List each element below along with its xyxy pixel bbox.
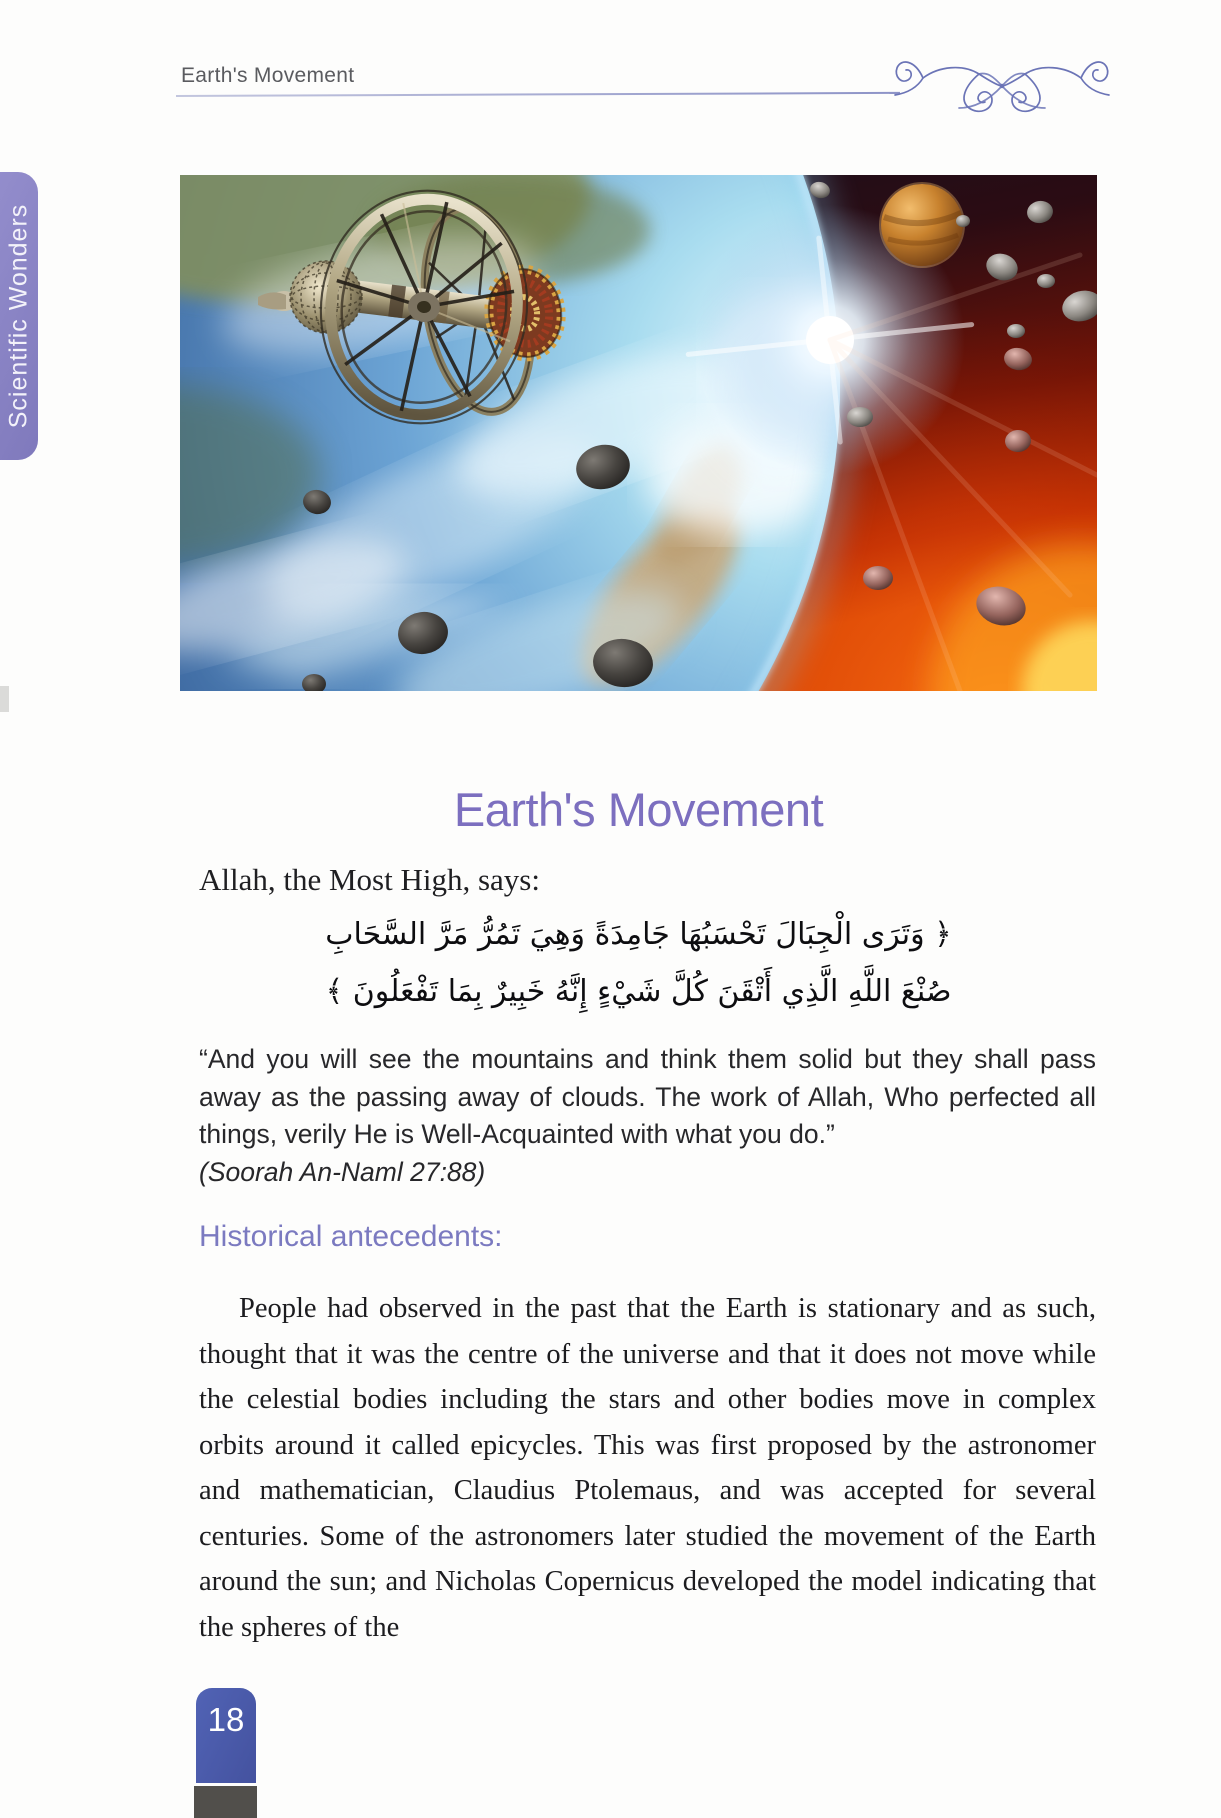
verse-translation-block xyxy=(199,1041,1096,1191)
body-paragraph: People had observed in the past that the Earth is stationary and as such, thought that it was the centre of the universe and that it does not move while the celestial bodies including the stars and other bodies move in complex orbits around it called epicycles. This was first proposed by the astronomer and mathematician, Claudius Ptolemaus, and was accepted for several centuries. Some of the astronomers later studied the movement of the Earth around the sun; and Nicholas Copernicus developed the model indicating that the spheres of the xyxy=(199,1293,1096,1643)
running-header-title: Earth's Movement xyxy=(181,64,355,87)
space-illustration xyxy=(180,175,1097,691)
verse-citation: (Soorah An-Naml 27:88) xyxy=(199,1156,486,1187)
sidebar-tab-scientific-wonders[interactable] xyxy=(0,172,38,460)
arabic-line-2: صُنْعَ اللَّهِ الَّذِي أَتْقَنَ كُلَّ شَيْءٍ إِنَّهُ خَبِيرٌ بِمَا تَفْعَلُونَ ﴾ xyxy=(325,974,952,1009)
page-number: 18 xyxy=(207,1701,245,1738)
flourish-ornament-icon xyxy=(893,48,1111,128)
page-title: Earth's Movement xyxy=(453,783,824,836)
section-heading: Historical antecedents: xyxy=(199,1220,503,1253)
arabic-line-1: ﴿ وَتَرَى الْجِبَالَ تَحْسَبُهَا جَامِدَةً وَهِيَ تَمُرُّ مَرَّ السَّحَابِ xyxy=(325,917,952,952)
quran-verse-arabic xyxy=(180,906,1097,1020)
sidebar-tab-label: Scientific Wonders xyxy=(4,203,33,429)
footer-bar xyxy=(194,1786,257,1818)
header-rule xyxy=(176,92,900,97)
intro-line: Allah, the Most High, says: xyxy=(199,862,540,897)
page-number-tab xyxy=(196,1688,256,1783)
planet xyxy=(880,183,964,267)
verse-translation: “And you will see the mountains and think them solid but they shall pass away as the passing away of clouds. The work of Allah, Who perfected all things, verily He is Well-Acquainted with what you do.” xyxy=(199,1044,1096,1149)
scan-artifact xyxy=(0,686,9,712)
